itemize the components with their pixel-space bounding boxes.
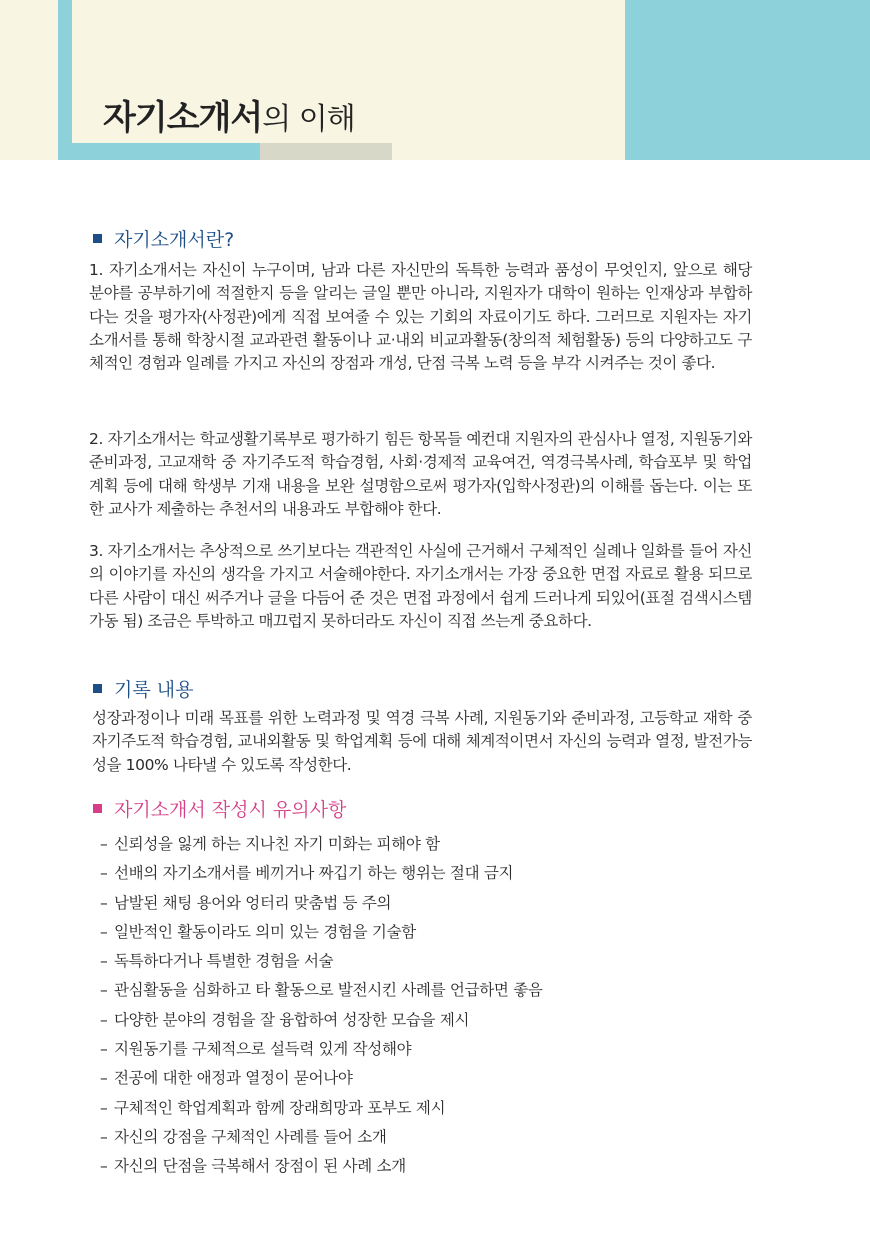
square-bullet-icon <box>93 804 102 813</box>
dash-icon: – <box>100 1127 108 1146</box>
dash-icon: – <box>100 835 108 853</box>
caution-list <box>100 830 543 1182</box>
paragraph-3: 3. 자기소개서는 추상적으로 쓰기보다는 객관적인 사실에 근거해서 구체적인 실례나 일화를 들어 자신의 이야기를 자신의 생각을 가지고 서술해야한다. 자기소개서는 가장 중요한 면접 자료로 활용 되므로 다른 사람이 대신 써주거나 글을 다듬어 준 것은 면접 과정에서 쉽게 드러나게 되있어(표절 검색시스템 가동 됨) 조금은 투박하고 매끄럽지 못하더라도 자신이 직접 쓰는게 중요하다. <box>89 542 752 630</box>
dash-icon: – <box>100 1069 108 1088</box>
list-item-text: 일반적인 활동이라도 의미 있는 경험을 기술함 <box>114 922 416 941</box>
list-item-text: 전공에 대한 애정과 열정이 묻어나야 <box>114 1069 353 1088</box>
square-bullet-icon <box>93 234 102 243</box>
list-item <box>100 1094 543 1123</box>
list-item-text: 독특하다거나 특별한 경험을 서술 <box>114 952 334 971</box>
list-item <box>100 1064 543 1093</box>
list-item <box>100 918 543 947</box>
section-heading-cautions-text: 자기소개서 작성시 유의사항 <box>114 799 347 821</box>
page-title <box>103 96 355 142</box>
list-item-text: 관심활동을 심화하고 타 활동으로 발전시킨 사례를 언급하면 좋음 <box>114 981 543 1000</box>
section-heading-cautions <box>93 798 346 822</box>
list-item <box>100 830 543 859</box>
list-item-text: 신뢰성을 잃게 하는 지나친 자기 미화는 피해야 함 <box>114 835 440 853</box>
list-item-text: 다양한 분야의 경험을 잘 융합하여 성장한 모습을 제시 <box>114 1010 470 1029</box>
list-item-text: 구체적인 학업계획과 함께 장래희망과 포부도 제시 <box>114 1098 446 1117</box>
dash-icon: – <box>100 952 108 971</box>
list-item-text: 지원동기를 구체적으로 설득력 있게 작성해야 <box>114 1040 412 1059</box>
list-item-text: 선배의 자기소개서를 베끼거나 짜깁기 하는 행위는 절대 금지 <box>114 864 514 883</box>
list-item <box>100 859 543 888</box>
square-bullet-icon <box>93 684 102 693</box>
list-item-text: 자신의 강점을 구체적인 사례를 들어 소개 <box>114 1127 387 1146</box>
list-item <box>100 976 543 1005</box>
paragraph-2: 2. 자기소개서는 학교생활기록부로 평가하기 힘든 항목들 예컨대 지원자의 관심사나 열정, 지원동기와 준비과정, 고교재학 중 자기주도적 학습경험, 사회·경제적 교육여건, 역경극복사례, 학습포부 및 학업계획 등에 대해 학생부 기재 내용을 보완 설명함으로써 평가자(입학사정관)의 이해를 돕는다. 이는 또한 교사가 제출하는 추천서의 내용과도 부합해야 한다. <box>89 430 752 518</box>
dash-icon: – <box>100 922 108 941</box>
header-teal-bar-bottom <box>58 143 260 160</box>
list-item <box>100 1152 543 1181</box>
header-teal-block-right <box>625 0 870 160</box>
section-heading-intro <box>93 228 234 252</box>
section-heading-content <box>93 678 193 702</box>
page-title-light: 의 이해 <box>262 102 355 137</box>
dash-icon: – <box>100 1098 108 1117</box>
list-item <box>100 1006 543 1035</box>
paragraph-content: 성장과정이나 미래 목표를 위한 노력과정 및 역경 극복 사례, 지원동기와 준비과정, 고등학교 재학 중 자기주도적 학습경험, 교내외활동 및 학업계획 등에 대해 체계적이면서 자신의 능력과 열정, 발전가능성을 100% 나타낼 수 있도록 작성한다. <box>92 709 752 774</box>
dash-icon: – <box>100 1157 108 1176</box>
dash-icon: – <box>100 1040 108 1059</box>
list-item <box>100 1123 543 1152</box>
list-item-text: 남발된 채팅 용어와 엉터리 맞춤법 등 주의 <box>114 893 392 912</box>
list-item <box>100 889 543 918</box>
list-item <box>100 947 543 976</box>
paragraph-1: 1. 자기소개서는 자신이 누구이며, 남과 다른 자신만의 독특한 능력과 품성이 무엇인지, 앞으로 해당 분야를 공부하기에 적절한지 등을 알리는 글일 뿐만 아니라, 지원자가 대학이 원하는 인재상과 부합하다는 것을 평가자(사정관)에게 직접 보여줄 수 있는 기회의 자료이기도 하다. 그러므로 지원자는 자기소개서를 통해 학창시절 교과관련 활동이나 교·내외 비교과활동(창의적 체험활동) 등의 다양하고도 구체적인 경험과 일례를 가지고 자신의 장점과 개성, 단점 극복 노력 등을 부각 시켜주는 것이 좋다. <box>89 261 752 373</box>
header-gray-bar-bottom <box>260 143 392 160</box>
dash-icon: – <box>100 864 108 883</box>
list-item <box>100 1035 543 1064</box>
header-teal-stripe-left <box>58 0 72 160</box>
dash-icon: – <box>100 1010 108 1029</box>
section-heading-content-text: 기록 내용 <box>114 679 194 701</box>
list-item-text: 자신의 단점을 극복해서 장점이 된 사례 소개 <box>114 1157 406 1176</box>
section-heading-intro-text: 자기소개서란? <box>114 229 235 251</box>
page-title-bold: 자기소개서 <box>103 98 263 138</box>
dash-icon: – <box>100 981 108 1000</box>
dash-icon: – <box>100 893 108 912</box>
